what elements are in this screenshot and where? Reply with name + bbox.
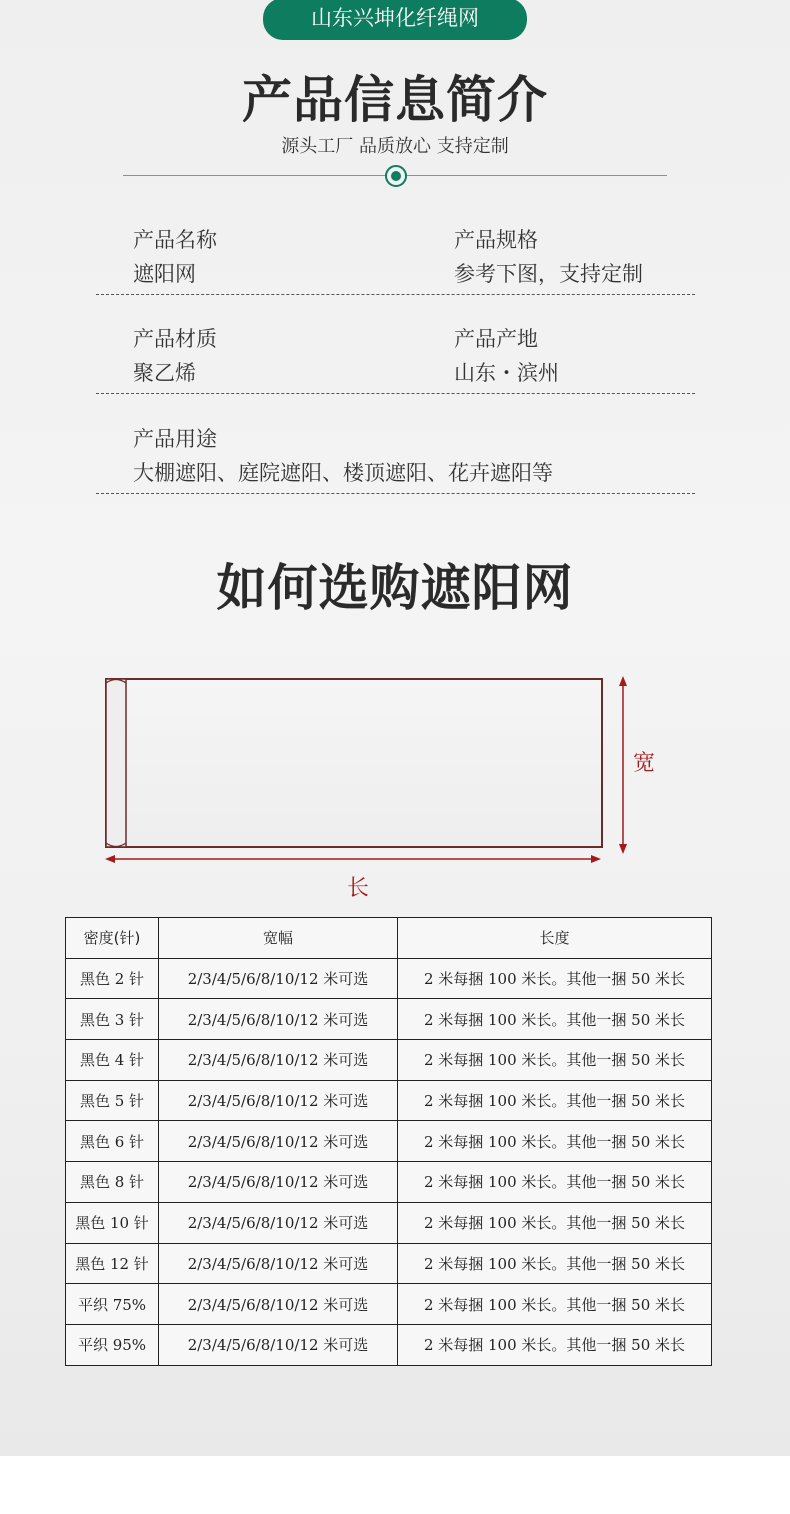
cell-density: 黑色 4 针 xyxy=(66,1040,159,1081)
info-spec-value: 参考下图，支持定制 xyxy=(454,262,643,286)
cell-width: 2/3/4/5/6/8/10/12 米可选 xyxy=(159,1324,398,1365)
net-sheet xyxy=(106,679,602,847)
net-roll xyxy=(106,679,126,847)
info-origin-label: 产品产地 xyxy=(454,327,538,351)
info-spec xyxy=(454,226,643,288)
cell-length: 2 米每捆 100 米长。其他一捆 50 米长 xyxy=(398,1162,712,1203)
table-row xyxy=(66,1243,712,1284)
info-usage-label: 产品用途 xyxy=(133,427,217,451)
info-name xyxy=(133,226,217,288)
table-row xyxy=(66,958,712,999)
table-row xyxy=(66,1202,712,1243)
brand-badge: 山东兴坤化纤绳网 xyxy=(263,0,527,40)
cell-width: 2/3/4/5/6/8/10/12 米可选 xyxy=(159,1243,398,1284)
cell-density: 黑色 8 针 xyxy=(66,1162,159,1203)
cell-width: 2/3/4/5/6/8/10/12 米可选 xyxy=(159,1162,398,1203)
info-material-value: 聚乙烯 xyxy=(133,361,196,385)
length-arrow-icon xyxy=(105,855,601,863)
col-header-length: 长度 xyxy=(398,918,712,959)
cell-length: 2 米每捆 100 米长。其他一捆 50 米长 xyxy=(398,1324,712,1365)
cell-width: 2/3/4/5/6/8/10/12 米可选 xyxy=(159,1040,398,1081)
cell-length: 2 米每捆 100 米长。其他一捆 50 米长 xyxy=(398,1202,712,1243)
cell-width: 2/3/4/5/6/8/10/12 米可选 xyxy=(159,1284,398,1325)
info-row-name-spec xyxy=(96,226,695,295)
net-roll-illustration xyxy=(95,668,655,898)
table-row xyxy=(66,1121,712,1162)
table-row xyxy=(66,1080,712,1121)
info-name-label: 产品名称 xyxy=(133,228,217,252)
info-name-value: 遮阳网 xyxy=(133,262,196,286)
col-header-width: 宽幅 xyxy=(159,918,398,959)
cell-density: 黑色 6 针 xyxy=(66,1121,159,1162)
cell-width: 2/3/4/5/6/8/10/12 米可选 xyxy=(159,1121,398,1162)
cell-density: 平织 75% xyxy=(66,1284,159,1325)
cell-length: 2 米每捆 100 米长。其他一捆 50 米长 xyxy=(398,1243,712,1284)
table-row xyxy=(66,999,712,1040)
width-label: 宽 xyxy=(633,751,656,776)
cell-density: 黑色 12 针 xyxy=(66,1243,159,1284)
info-spec-label: 产品规格 xyxy=(454,228,538,252)
cell-length: 2 米每捆 100 米长。其他一捆 50 米长 xyxy=(398,999,712,1040)
info-material-label: 产品材质 xyxy=(133,327,217,351)
cell-width: 2/3/4/5/6/8/10/12 米可选 xyxy=(159,999,398,1040)
width-arrow-icon xyxy=(619,676,627,854)
cell-length: 2 米每捆 100 米长。其他一捆 50 米长 xyxy=(398,958,712,999)
info-origin xyxy=(454,325,559,387)
cell-length: 2 米每捆 100 米长。其他一捆 50 米长 xyxy=(398,1080,712,1121)
cell-width: 2/3/4/5/6/8/10/12 米可选 xyxy=(159,1202,398,1243)
net-dimension-diagram xyxy=(95,668,655,902)
guide-title: 如何选购遮阳网 xyxy=(216,559,574,617)
info-usage-value: 大棚遮阳、庭院遮阳、楼顶遮阳、花卉遮阳等 xyxy=(133,461,553,485)
cell-density: 平织 95% xyxy=(66,1324,159,1365)
table-row xyxy=(66,1040,712,1081)
cell-width: 2/3/4/5/6/8/10/12 米可选 xyxy=(159,958,398,999)
page-subtitle: 源头工厂 品质放心 支持定制 xyxy=(281,136,509,157)
divider-dot-icon xyxy=(385,165,407,187)
info-origin-value: 山东・滨州 xyxy=(454,361,559,385)
table-header-row xyxy=(66,918,712,959)
table-row xyxy=(66,1284,712,1325)
cell-density: 黑色 5 针 xyxy=(66,1080,159,1121)
cell-length: 2 米每捆 100 米长。其他一捆 50 米长 xyxy=(398,1284,712,1325)
spec-table xyxy=(65,917,712,1366)
cell-density: 黑色 3 针 xyxy=(66,999,159,1040)
cell-length: 2 米每捆 100 米长。其他一捆 50 米长 xyxy=(398,1040,712,1081)
info-row-material-origin xyxy=(96,325,695,394)
cell-density: 黑色 2 针 xyxy=(66,958,159,999)
page-title: 产品信息简介 xyxy=(242,71,548,129)
cell-density: 黑色 10 针 xyxy=(66,1202,159,1243)
length-label: 长 xyxy=(347,876,370,901)
info-material xyxy=(133,325,217,387)
cell-length: 2 米每捆 100 米长。其他一捆 50 米长 xyxy=(398,1121,712,1162)
table-row xyxy=(66,1324,712,1365)
info-usage xyxy=(133,425,553,487)
cell-width: 2/3/4/5/6/8/10/12 米可选 xyxy=(159,1080,398,1121)
info-row-usage xyxy=(96,425,695,494)
table-row xyxy=(66,1162,712,1203)
col-header-density: 密度(针) xyxy=(66,918,159,959)
